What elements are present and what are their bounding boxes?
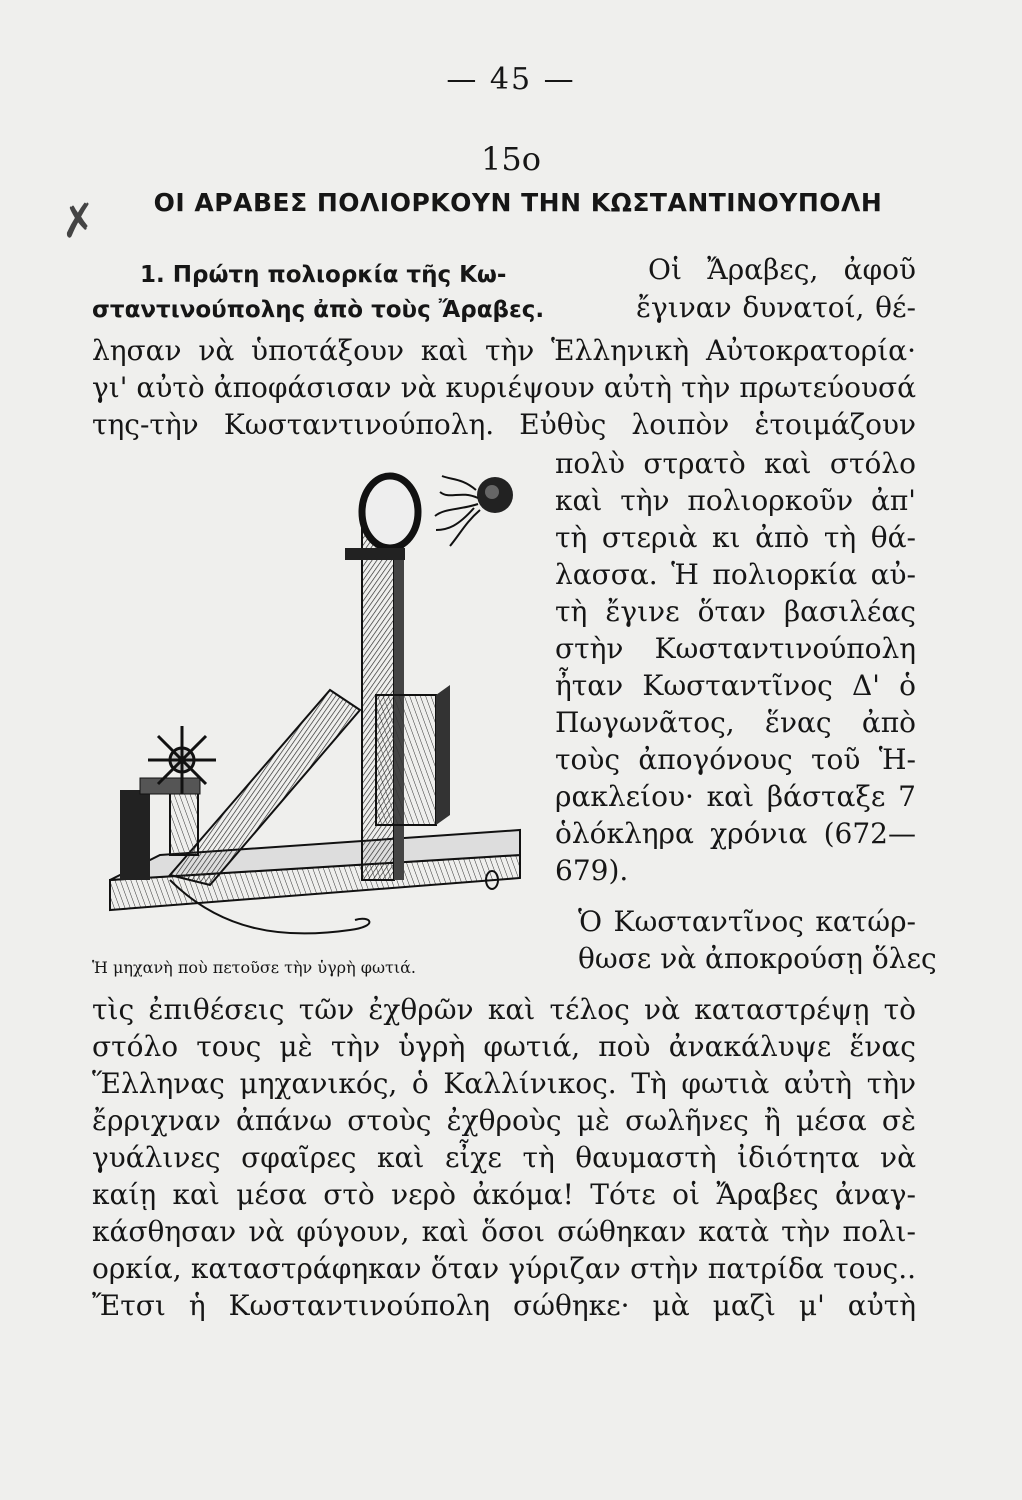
section-heading-line-2: σταντινούπολης ἀπὸ τοὺς Ἄραβες. <box>92 297 545 323</box>
text-line: Ἔτσι ἡ Κωσταντινούπολη σώθηκε· μὰ μαζὶ μ' αὐτὴ <box>92 1289 916 1322</box>
text-line: ἦταν Κωσταντῖνος Δ' ὁ <box>555 669 916 702</box>
page-number: — 45 — <box>446 62 576 97</box>
text-line: στὴν Κωσταντινούπολη <box>555 632 916 665</box>
text-line: λασσα. Ἡ πολιορκία αὐ- <box>555 558 916 591</box>
text-line: θωσε νὰ ἀποκρούσῃ ὅλες <box>578 942 937 975</box>
text-line: τὴ ἔγινε ὅταν βασιλέας <box>555 595 916 628</box>
text-line: Πωγωνᾶτος, ἕνας ἀπὸ <box>555 706 916 739</box>
text-line: Ἕλληνας μηχανικός, ὁ Καλλίνικος. Τὴ φωτιὰ αὐτὴ τὴν <box>92 1067 916 1100</box>
text-line: τὴ στεριὰ κι ἀπὸ τὴ θά- <box>555 521 916 554</box>
text-line: ἔρριχναν ἀπάνω στοὺς ἐχθροὺς μὲ σωλῆνες ἢ μέσα σὲ <box>92 1104 916 1137</box>
text-line: τοὺς ἀπογόνους τοῦ Ἡ- <box>555 743 916 776</box>
chapter-number: 15ο <box>481 140 541 178</box>
text-line: ρακλείου· καὶ βάσταξε 7 <box>555 780 916 813</box>
text-line: πολὺ στρατὸ καὶ στόλο <box>555 447 916 480</box>
text-line: κάσθησαν νὰ φύγουν, καὶ ὅσοι σώθηκαν κατὰ τὴν πολι- <box>92 1215 916 1248</box>
text-line: Οἱ Ἄραβες, ἀφοῦ <box>648 253 916 286</box>
illustration-caption: Ἡ μηχανὴ ποὺ πετοῦσε τὴν ὑγρὴ φωτιά. <box>92 958 416 977</box>
text-line: Ὁ Κωσταντῖνος κατώρ- <box>578 905 916 938</box>
text-line: λησαν νὰ ὑποτάξουν καὶ τὴν Ἑλληνικὴ Αὐτοκρατορία· <box>92 334 916 367</box>
greek-fire-machine-illustration <box>100 460 540 950</box>
text-line: ορκία, καταστράφηκαν ὅταν γύριζαν στὴν πατρίδα τους.. <box>92 1252 916 1285</box>
chapter-title: ΟΙ ΑΡΑΒΕΣ ΠΟΛΙΟΡΚΟΥΝ ΤΗΝ ΚΩΣΤΑΝΤΙΝΟΥΠΟΛΗ <box>153 188 883 217</box>
text-line: 679). <box>555 854 629 887</box>
text-line: καὶ τὴν πολιορκοῦν ἀπ' <box>555 484 916 517</box>
section-heading-line-1: 1. Πρώτη πολιορκία τῆς Κω- <box>140 262 507 288</box>
text-line: καίῃ καὶ μέσα στὸ νερὸ ἀκόμα! Τότε οἱ Ἄραβες ἀναγ- <box>92 1178 916 1211</box>
text-line: στόλο τους μὲ τὴν ὑγρὴ φωτιά, ποὺ ἀνακάλυψε ἕνας <box>92 1030 916 1063</box>
pencil-mark: ✗ <box>56 193 101 250</box>
text-line: τὶς ἐπιθέσεις τῶν ἐχθρῶν καὶ τέλος νὰ καταστρέψῃ τὸ <box>92 993 916 1026</box>
text-line: ὁλόκληρα χρόνια (672— <box>555 817 916 850</box>
text-line: γυάλινες σφαῖρες καὶ εἶχε τὴ θαυμαστὴ ἰδιότητα νὰ <box>92 1141 916 1174</box>
text-line: γι' αὐτὸ ἀποφάσισαν νὰ κυριέψουν αὐτὴ τὴν πρωτεύουσά <box>92 371 916 404</box>
text-line: ἔγιναν δυνατοί, θέ- <box>636 291 916 324</box>
text-line: της-τὴν Κωσταντινούπολη. Εὐθὺς λοιπὸν ἑτοιμάζουν <box>92 408 916 441</box>
